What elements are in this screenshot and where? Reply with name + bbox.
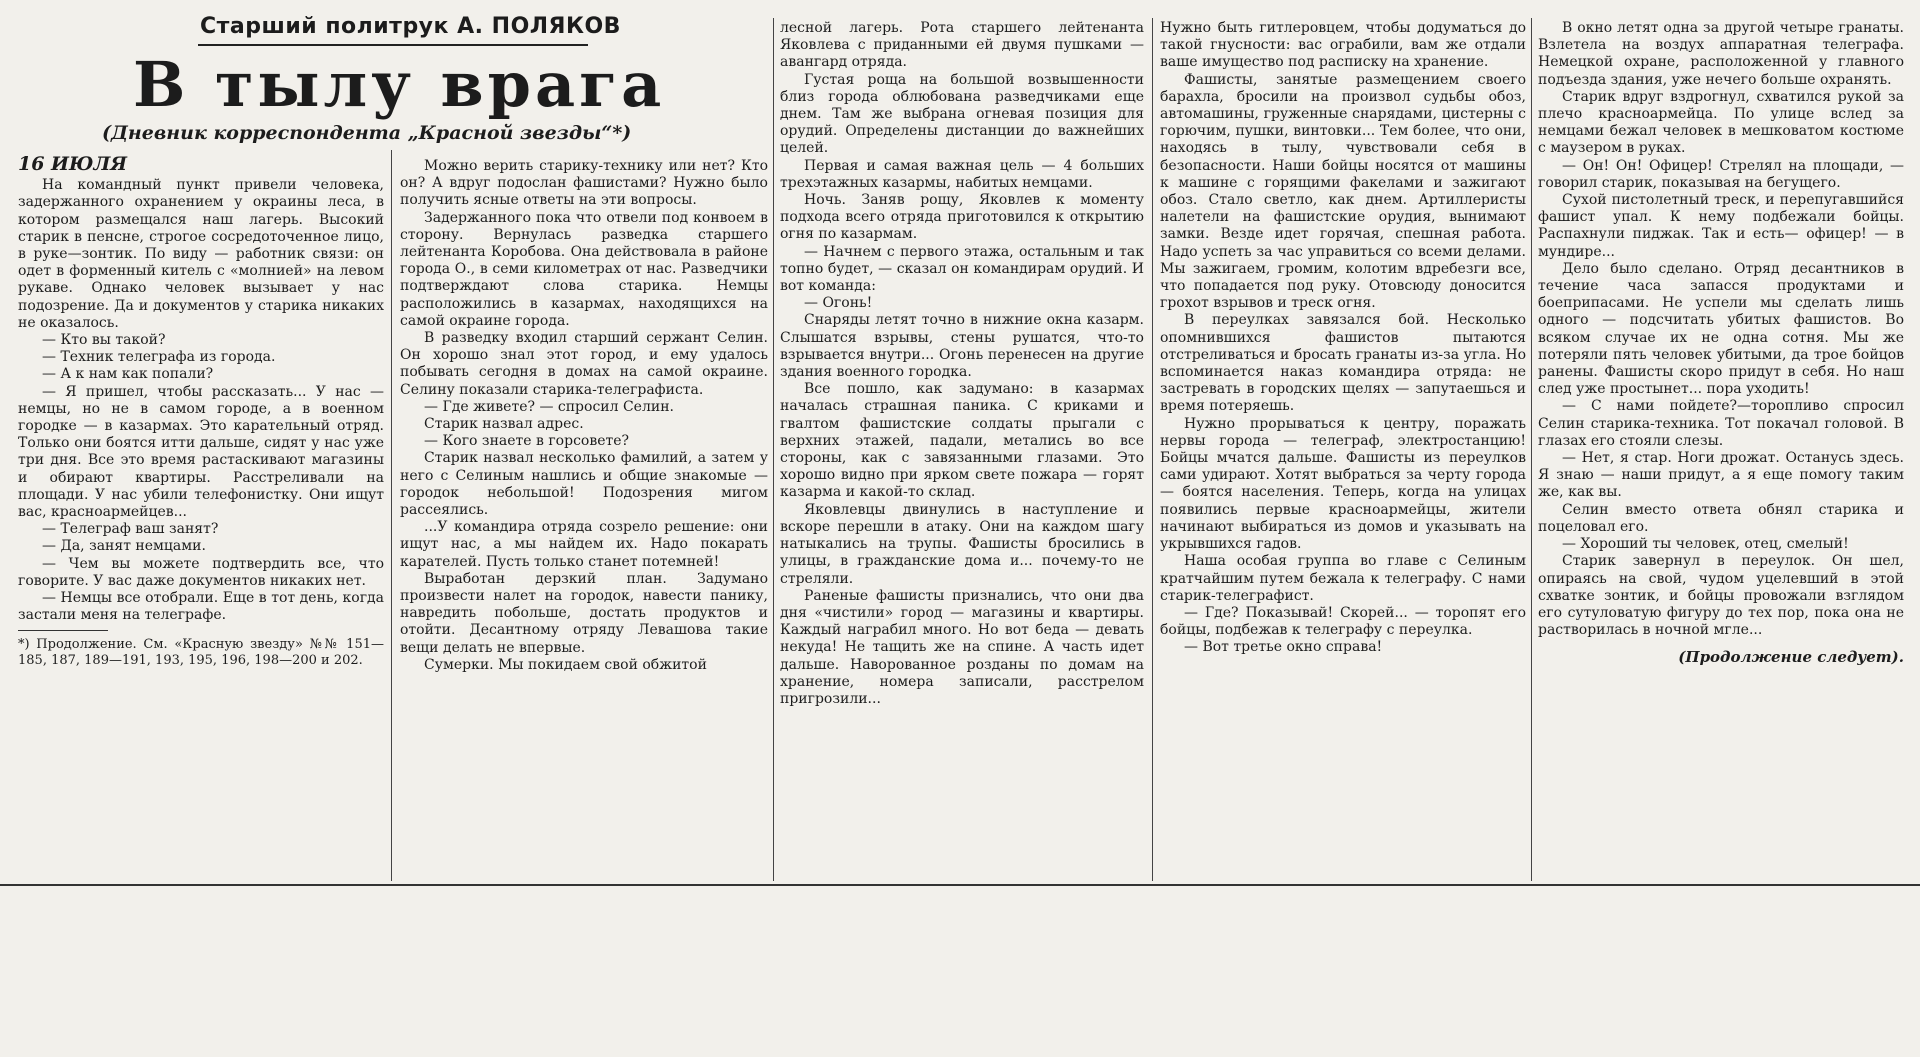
paragraph: — Начнем с первого этажа, остальным и так топно будет, — сказал он командирам орудий. И вот команда:: [780, 243, 1144, 295]
article-subhead: (Дневник корреспондента „Красной звезды“*): [102, 122, 632, 144]
paragraph: — Техник телеграфа из города.: [42, 349, 276, 366]
paragraph: Можно верить старику-технику или нет? Кто он? А вдруг подослан фашистами? Нужно было получить ясные ответы на эти вопросы.: [400, 158, 768, 209]
paragraph: Ночь. Заняв рощу, Яковлев к моменту подхода всего отряда приготовился к открытию огня по казармам.: [780, 192, 1144, 243]
paragraph: Раненые фашисты признались, что они два дня «чистили» город — магазины и квартиры. Каждый награбил много. Но вот беда — девать некуда! Не тащить же на спине. А часть идет дальше. Наворованное розданы по домам на хранение, номера записали, расстрелом пригрозили...: [780, 587, 1144, 707]
paragraph: — Вот третье окно справа!: [1184, 639, 1383, 656]
paragraph: — Да, занят немцами.: [42, 538, 206, 555]
paragraph: — Хороший ты человек, отец, смелый!: [1562, 536, 1849, 553]
column-rule: [1152, 18, 1153, 881]
paragraph: Сумерки. Мы покидаем свой обжитой: [424, 656, 707, 673]
paragraph: — Где? Показывай! Скорей... — торопят его бойцы, подбежав к телеграфу с переулка.: [1160, 604, 1526, 639]
column-rule: [391, 150, 392, 881]
dateline: 16 ИЮЛЯ: [18, 156, 128, 175]
column-3: [780, 20, 1144, 919]
article-byline: Старший политрук А. ПОЛЯКОВ: [200, 14, 621, 39]
paragraph: Старик назвал адрес.: [424, 416, 584, 433]
article-headline: В тылу врага: [133, 48, 666, 121]
paragraph: Старик назвал несколько фамилий, а затем у него с Селиным нашлись и общие знакомые — городок небольшой! Подозрения мигом рассеялись.: [400, 450, 768, 519]
column-1: [18, 156, 384, 1055]
paragraph: Задержанного пока что отвели под конвоем в сторону. Вернулась разведка старшего лейтенанта Коробова. Она действовала в районе города О., в семи километрах от нас. Разведчики подтверждают слова старика. Немцы расположились в казармах, находящихся на самой окраине города.: [400, 209, 768, 329]
paragraph: — Немцы все отобрали. Еще в тот день, когда застали меня на телеграфе.: [18, 590, 384, 624]
paragraph: — Он! Он! Офицер! Стрелял на площади, — говорил старик, показывая на бегущего.: [1538, 157, 1904, 191]
paragraph: Первая и самая важная цель — 4 больших трехэтажных казармы, набитых немцами.: [780, 157, 1144, 191]
paragraph: — Чем вы можете подтвердить все, что говорите. У вас даже документов никаких нет.: [18, 555, 384, 589]
bottom-rule: [0, 884, 1920, 886]
column-rule: [1531, 18, 1532, 881]
paragraph: — Где живете? — спросил Селин.: [424, 398, 674, 415]
paragraph: Все пошло, как задумано: в казармах началась страшная паника. С криками и гвалтом фашистские солдаты прыгали с верхних этажей, падали, метались во все стороны, как с завязанными глазами. Это хорошо видно при ярком свете пожара — горят казарма и какой-то склад.: [780, 381, 1144, 501]
paragraph: — Кого знаете в горсовете?: [424, 433, 630, 450]
paragraph: — С нами пойдете?—торопливо спросил Селин старика-техника. Тот покачал головой. В глазах его стояли слезы.: [1538, 398, 1904, 449]
paragraph: Нужно быть гитлеровцем, чтобы додуматься до такой гнусности: вас ограбили, вам же отдали ваше имущество под расписку на хранение.: [1160, 20, 1526, 71]
column-2: [400, 158, 768, 1057]
paragraph: На командный пункт привели человека, задержанного охранением у окраины леса, в котором размещался наш лагерь. Высокий старик в пенсне, строгое сосредоточенное лицо, в руке—зонтик. По виду — работник связи: он одет в форменный китель с «молнией» на левом рукаве. Однако человек вызывает у нас подозрение. Да и документов у старика никаких не оказалось.: [18, 177, 384, 331]
paragraph: Селин вместо ответа обнял старика и поцеловал его.: [1538, 501, 1904, 535]
paragraph: В разведку входил старший сержант Селин. Он хорошо знал этот город, и ему удалось побывать сегодня в домах на самой окраине. Селину показали старика-телеграфиста.: [400, 330, 768, 398]
paragraph: Фашисты, занятые размещением своего барахла, бросили на произвол судьбы обоз, автомашины, груженные снарядами, цистерны с горючим, пушки, винтовки... Тем более, что они, находясь в тылу, чувствовали себя в безопасности. Наши бойцы носятся от машины к машине с горящими факелами и зажигают обоз. Стало светло, как днем. Артиллеристы налетели на фашистские орудия, вынимают замки. Везде идет горячая, спешная работа. Надо успеть за час управиться со всеми делами. Мы зажигаем, громим, колотим вдребезги все, что попадается под руку. Отовсюду доносится грохот взрывов и треск огня.: [1160, 71, 1526, 312]
paragraph: ...У командира отряда созрело решение: они ищут нас, а мы найдем их. Надо покарать карателей. Пусть только станет потемней!: [400, 519, 768, 570]
footnote-divider: [18, 630, 108, 631]
paragraph: В окно летят одна за другой четыре гранаты. Взлетела на воздух аппаратная телеграфа. Немецкой охране, расположенной у главного подъезда здания, уже нечего больше охранять.: [1538, 20, 1904, 88]
paragraph: — Я пришел, чтобы рассказать... У нас — немцы, но не в самом городе, а в военном городке — в казармах. Это карательный отряд. Только они боятся итти дальше, сидят у нас уже три дня. Все это время растаскивают магазины и обирают квартиры. Расстреливали на площади. У нас убили телефонистку. Они ищут вас, красноармейцев...: [18, 383, 384, 521]
paragraph: В переулках завязался бой. Несколько опомнившихся фашистов пытаются отстреливаться и бросать гранаты из-за угла. Но вспоминается наказ командира отряда: не застревать в городских щелях — запутаешься и время потеряешь.: [1160, 312, 1526, 415]
paragraph: Старик вдруг вздрогнул, схватился рукой за плечо красноармейца. По улице вслед за немцами бежал человек в мешковатом костюме с маузером в руках.: [1538, 88, 1904, 157]
paragraph: Наша особая группа во главе с Селиным кратчайшим путем бежала к телеграфу. С нами старик-телеграфист.: [1160, 553, 1526, 604]
paragraph: — Телеграф ваш занят?: [42, 521, 219, 538]
paragraph: Старик завернул в переулок. Он шел, опираясь на свой, чудом уцелевший в этой схватке зонтик, и бойцы провожали взглядом его сутуловатую фигуру до тех пор, пока она не растворилась в ночной мгле...: [1538, 553, 1904, 639]
paragraph: Выработан дерзкий план. Задумано произвести налет на городок, навести панику, навредить побольше, достать продуктов и отойти. Десантному отряду Левашова такие вещи делать не впервые.: [400, 570, 768, 656]
continued-note: (Продолжение следует).: [1678, 648, 1904, 667]
paragraph: лесной лагерь. Рота старшего лейтенанта Яковлева с приданными ей двумя пушками — авангард отряда.: [780, 20, 1144, 71]
paragraph: Густая роща на большой возвышенности близ города облюбована разведчиками еще днем. Там же выбрана огневая позиция для орудий. Определены дистанции до важнейших целей.: [780, 71, 1144, 157]
column-5: [1538, 20, 1904, 919]
byline-underline: [198, 44, 588, 46]
paragraph: — Кто вы такой?: [42, 332, 166, 349]
column-4: [1160, 20, 1526, 919]
paragraph: Сухой пистолетный треск, и перепугавшийся фашист упал. К нему подбежали бойцы. Распахнули пиджак. Так и есть— офицер! — в мундире...: [1538, 192, 1904, 260]
paragraph: Нужно прорываться к центру, поражать нервы города — телеграф, электростанцию! Бойцы мчатся дальше. Фашисты из переулков сами удирают. Хотят выбраться за черту города — боятся населения. Теперь, когда на улицах появились первые красноармейцы, жители начинают выбираться из домов и указывать на укрывшихся гадов.: [1160, 415, 1526, 553]
paragraph: Снаряды летят точно в нижние окна казарм. Слышатся взрывы, стены рушатся, что-то взрывается внутри... Огонь перенесен на другие здания военного городка.: [780, 312, 1144, 381]
footnote: *) Продолжение. См. «Красную звезду» №№ 151—185, 187, 189—191, 193, 195, 196, 198—200 и 202.: [18, 637, 384, 669]
column-rule: [773, 18, 774, 881]
paragraph: Дело было сделано. Отряд десантников в течение часа запасся продуктами и боеприпасами. Не успели мы сделать лишь одного — подсчитать убитых фашистов. Во всяком случае их не одна сотня. Мы же потеряли пять человек убитыми, да трое бойцов ранены. Фашисты скоро придут в себя. Но наш след уже простынет... пора уходить!: [1538, 260, 1904, 398]
paragraph: — Огонь!: [804, 295, 873, 312]
paragraph: Яковлевцы двинулись в наступление и вскоре перешли в атаку. Они на каждом шагу натыкались на трупы. Фашисты бросились в улицы, в гражданские дома и... почему-то не стреляли.: [780, 501, 1144, 587]
paragraph: — А к нам как попали?: [42, 366, 214, 383]
paragraph: — Нет, я стар. Ноги дрожат. Останусь здесь. Я знаю — наши придут, а я еще помогу таким же, как вы.: [1538, 450, 1904, 501]
